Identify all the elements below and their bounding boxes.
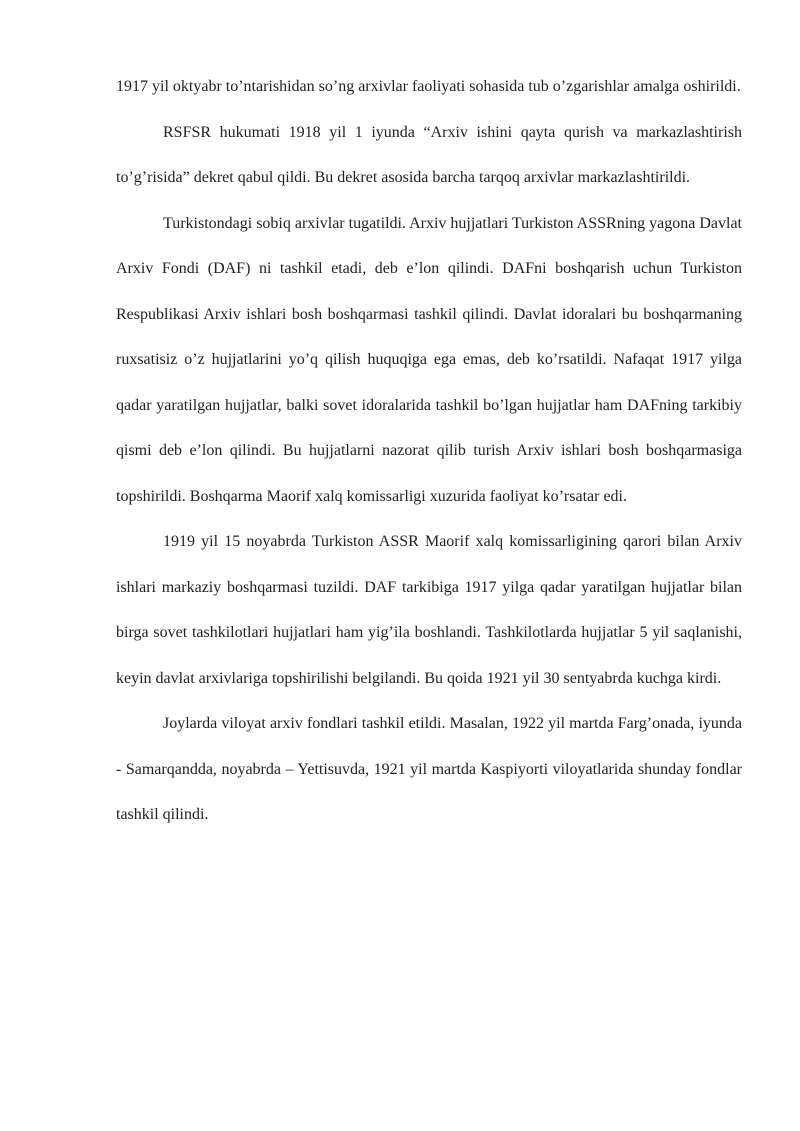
document-page <box>116 64 742 838</box>
paragraph-4: 1919 yil 15 noyabrda Turkiston ASSR Maorif xalq komissarligining qarori bilan Arxiv ishlari markaziy boshqarmasi tuzildi. DAF tarkibiga 1917 yilga qadar yaratilgan hujjatlar bilan birga sovet tashkilotlari hujjatlari ham yig’ila boshlandi. Tashkilotlarda hujjatlar 5 yil saqlanishi, keyin davlat arxivlariga topshirilishi belgilandi. Bu qoida 1921 yil 30 sentyabrda kuchga kirdi. <box>116 533 742 687</box>
paragraph-1: 1917 yil oktyabr to’ntarishidan so’ng arxivlar faoliyati sohasida tub o’zgarishlar amalga oshirildi. <box>116 78 741 95</box>
paragraph-3: Turkistondagi sobiq arxivlar tugatildi. Arxiv hujjatlari Turkiston ASSRning yagona Davlat Arxiv Fondi (DAF) ni tashkil etadi, deb e’lon qilindi. DAFni boshqarish uchun Turkiston Respublikasi Arxiv ishlari bosh boshqarmasi tashkil qilindi. Davlat idoralari bu boshqarmaning ruxsatisiz o’z hujjatlarini yo’q qilish huquqiga ega emas, deb ko’rsatildi. Nafaqat 1917 yilga qadar yaratilgan hujjatlar, balki sovet idoralarida tashkil bo’lgan hujjatlar ham DAFning tarkibiy qismi deb e’lon qilindi. Bu hujjatlarni nazorat qilib turish Arxiv ishlari bosh boshqarmasiga topshirildi. Boshqarma Maorif xalq komissarligi xuzurida faoliyat ko’rsatar edi. <box>116 214 742 505</box>
paragraph-2: RSFSR hukumati 1918 yil 1 iyunda “Arxiv ishini qayta qurish va markazlashtirish to’g’risida” dekret qabul qildi. Bu dekret asosida barcha tarqoq arxivlar markazlashtirildi. <box>116 123 742 186</box>
paragraph-5: Joylarda viloyat arxiv fondlari tashkil etildi. Masalan, 1922 yil martda Farg’onada, iyunda - Samarqandda, noyabrda – Yettisuvda, 1921 yil martda Kaspiyorti viloyatlarida shunday fondlar tashkil qilindi. <box>116 715 742 823</box>
